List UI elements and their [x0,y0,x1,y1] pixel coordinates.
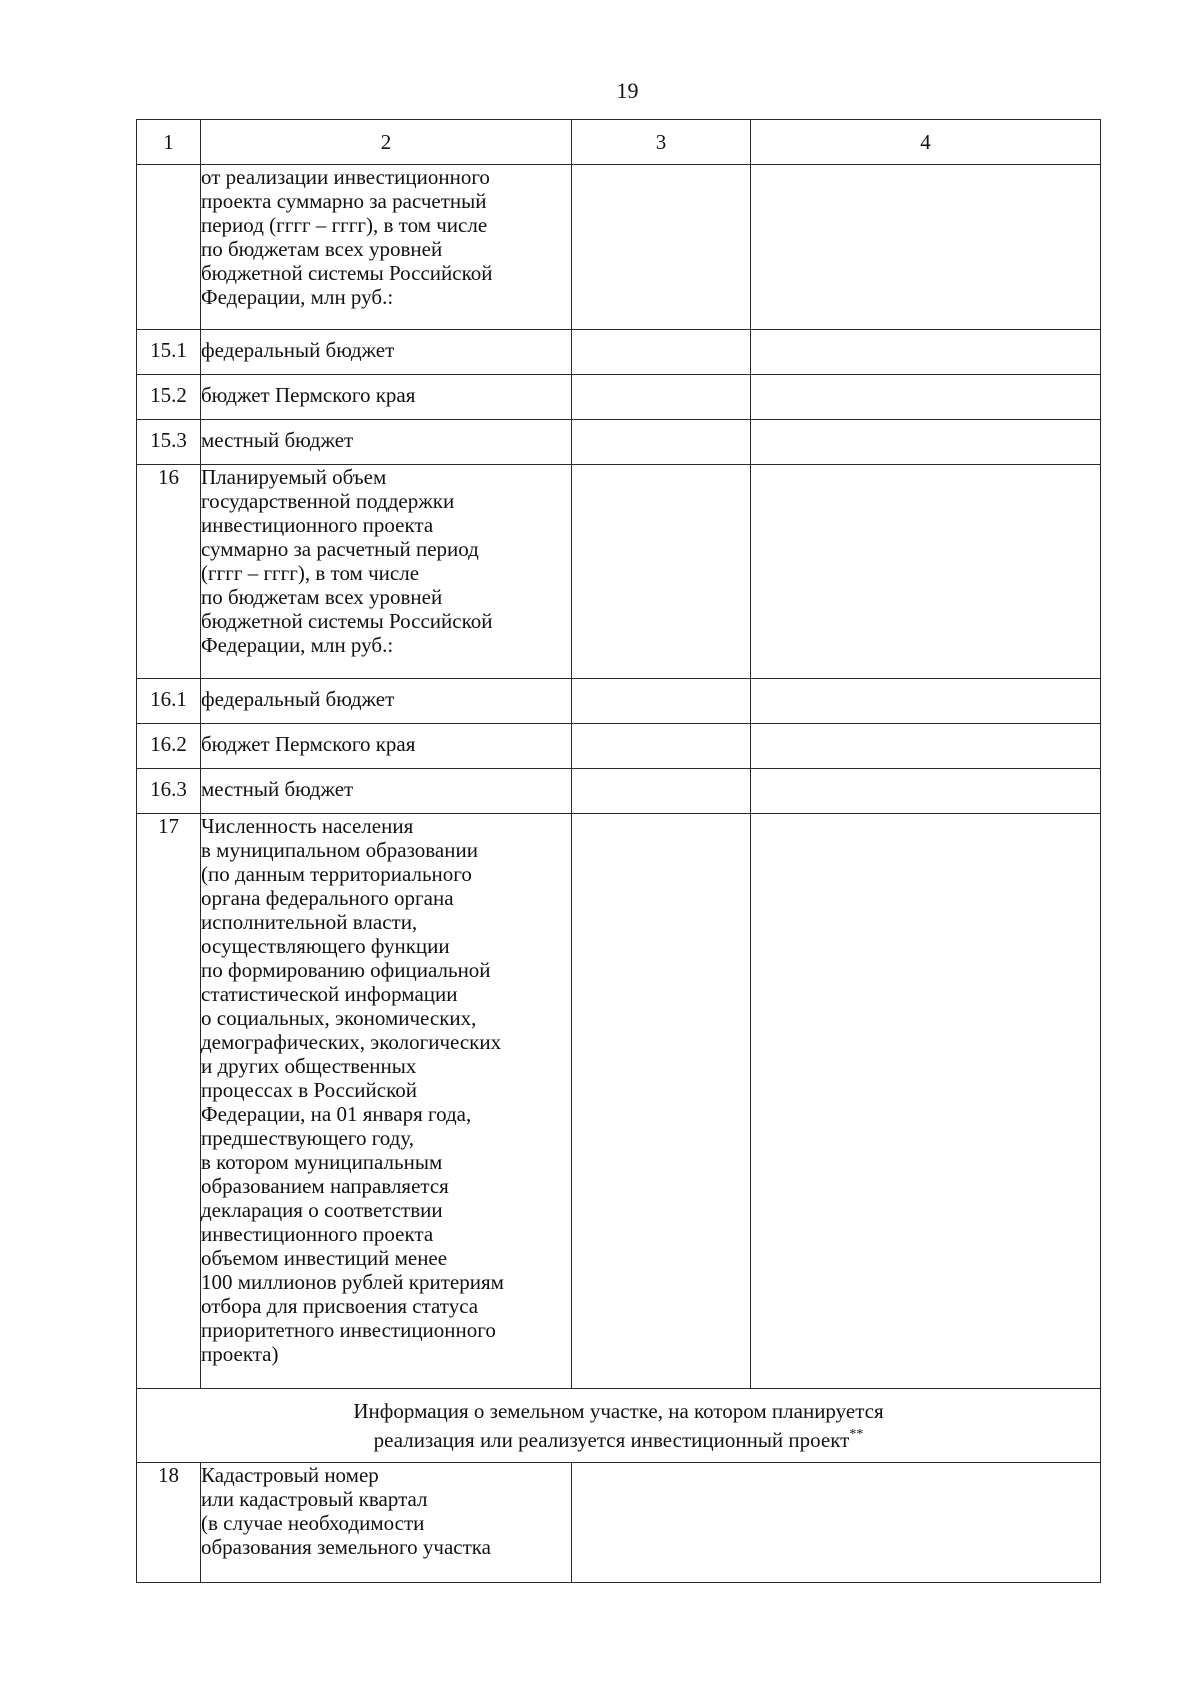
footnote-mark: ** [849,1427,864,1442]
row-description: Численность населения в муниципальном образовании (по данным территориального органа федерального органа исполнительной власти, осуществляющего функции по формированию официальной статистической информации о социальных, экономических, демографических, экологических и других общественных процессах в Российской Федерации, на 01 января года, предшествующего году, в котором муниципальным образованием направляется декларация о соответствии инвестиционного проекта объемом инвестиций менее 100 миллионов рублей критериям отбора для присвоения статуса приоритетного инвестиционного проекта) [201,814,572,1389]
table-row [137,375,1101,420]
row-number: 15.1 [137,330,201,375]
row-number: 15.3 [137,420,201,465]
row-description: Кадастровый номер или кадастровый квартал (в случае необходимости образования земельного участка [201,1463,572,1583]
row-description: бюджет Пермского края [201,375,572,420]
section-heading-line-2: реализация или реализуется инвестиционный проект [373,1428,850,1452]
column-header: 3 [572,120,751,165]
row-description: федеральный бюджет [201,679,572,724]
row-number: 17 [137,814,201,1389]
value-cell-4 [751,330,1101,375]
declaration-table [136,119,1101,1583]
table-row [137,679,1101,724]
table-row [137,165,1101,330]
row-description: Планируемый объем государственной поддержки инвестиционного проекта суммарно за расчетный период (гггг – гггг), в том числе по бюджетам всех уровней бюджетной системы Российской Федерации, млн руб.: [201,465,572,679]
value-cell-3 [572,420,751,465]
value-cell-4 [751,465,1101,679]
value-cell-4 [751,420,1101,465]
row-number: 16.2 [137,724,201,769]
value-cell-4 [751,724,1101,769]
row-number: 18 [137,1463,201,1583]
row-description: федеральный бюджет [201,330,572,375]
value-cell-3 [572,165,751,330]
table-row [137,769,1101,814]
table-header-row [137,120,1101,165]
value-cell-3 [572,724,751,769]
row-description: бюджет Пермского края [201,724,572,769]
row-number: 16.3 [137,769,201,814]
row-description: от реализации инвестиционного проекта суммарно за расчетный период (гггг – гггг), в том числе по бюджетам всех уровней бюджетной системы Российской Федерации, млн руб.: [201,165,572,330]
row-number: 15.2 [137,375,201,420]
table-row [137,814,1101,1389]
table-row [137,724,1101,769]
value-cell-3 [572,769,751,814]
value-cell-4 [751,769,1101,814]
value-cell-4 [751,375,1101,420]
row-description: местный бюджет [201,769,572,814]
table-row [137,465,1101,679]
table-row [137,1463,1101,1583]
value-cell-3 [572,330,751,375]
value-cell-4 [751,679,1101,724]
value-cell-merged [572,1463,1101,1583]
value-cell-3 [572,679,751,724]
value-cell-3 [572,814,751,1389]
row-number: 16 [137,465,201,679]
page-number: 19 [616,78,639,103]
table-row [137,420,1101,465]
value-cell-4 [751,814,1101,1389]
value-cell-4 [751,165,1101,330]
column-header: 4 [751,120,1101,165]
row-number [137,165,201,330]
table-row [137,330,1101,375]
value-cell-3 [572,465,751,679]
row-number: 16.1 [137,679,201,724]
section-heading-line-1: Информация о земельном участке, на котором планируется [353,1399,884,1423]
column-header: 1 [137,120,201,165]
row-description: местный бюджет [201,420,572,465]
column-header: 2 [201,120,572,165]
section-heading [137,1389,1101,1463]
section-header-row [137,1389,1101,1463]
value-cell-3 [572,375,751,420]
